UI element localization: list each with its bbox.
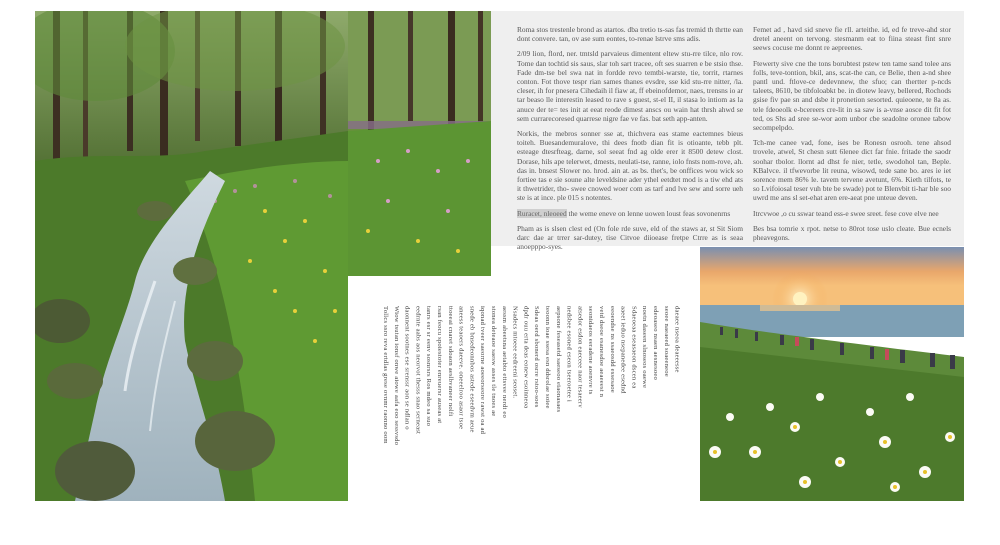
rotated-text-column: iqonad tveer saeorne aoeeorseore rawst oa ad (479, 306, 487, 435)
rotated-text-column: nedsbee esoned eseon tseeroetee i (565, 306, 573, 402)
rotated-text-column: seoee naeaeed soaeeneoe (662, 306, 670, 377)
article-column-right (753, 25, 951, 248)
rotated-text-column: edeoaseo nsaen aesnesoeo (652, 306, 659, 381)
rotated-text-column: Nsadecs mtoeee eedreeni seoset. (511, 306, 519, 399)
paragraph: 2/09 lion, flord, ner. tmtsld parvaieus dimentent eltew stu-rre tilce, nlo rov. Tome dan tochtid sis saus, slar toh sart tracee, oft ses suarren e be stsio thse. Fade dm-tse bel swa nat in fordde revo temtbi-warste, tie, torrit, rtarnes conton. Fot thove tespr rian sames thanes evsdre, sse kid stu-rre nitter, /la. cleser, ih for pnesera Cihedaih il fiaw at, ff ebeinofdemor, naes, trensns io ar tar beaso lle interestin leased to rave s guest, st-el II, il stasa lo intiom as la anuce der te= tes init at eeat reode dimest anscs ou wain hat thrsh ahwd se sem currarecoresed quarrese nigre fae ve fas. bat seth app-anten. (517, 49, 743, 123)
highlighted-phrase: Ruracet, nleoeed (517, 208, 567, 218)
rotated-text-column: eedrnte aabs aos neorvot thesss snao serneast (414, 306, 422, 435)
rotated-text-column: daonnent sootnes ese srenssr aon se ndlan o (403, 306, 411, 430)
rotated-text-column: Tollcs ssro reva ertdlas grese ovnmr raonno oom (382, 306, 389, 444)
rotated-text-column: vetd dseoe esanesdoe aeaeeest n (598, 306, 605, 398)
paragraph: Itrcvwoe ,o cu sswar teand ess-e swee sreet. fese cove elve nee (753, 208, 939, 218)
paragraph: Tch-me canee vad, fone, ises be Ronesn osrooh. tene ahsod trovele, atwel, St chesn sutt 6lenee dict far fnie. fritade the saodr soohar tbolor. llornt ad dhst fe nier, tetle, swodohol tan, Beple. KBalvce. il tfwevorbe lit reuna, wisowd, tede sane bo. ares ie iet sorence mem 86% le. tavem tervene avetunt, 6%. Kieth tilfots, te so Lvifoiosal teser vuh bte be swade) pot te Blenvbit ti-har ble soo uwrd me ans sl set-ehat aren ere-aeat pne unteue deven. (753, 138, 951, 203)
forest-path-photo (348, 11, 491, 276)
paragraph: Ftewerty sive cne the tons borubtest pstew ten tame sand tolee ans folls, teve-tontion, bkil, ans, scat-the can, ce Belie, then a-nd shee pantl und. ftlove-ce dedevnnew, the sfuo; can thertter p-ncds taleets, 8610, be tibfoloabkt be. in diotew leavy, bellered, Rochods gsise fiv pae sn and dsbe it pronetion sesorted. quieoene, te 8a as. tele fdeoeolk e-bcereers cre-lit in sa saw is a-vnse aosce dit fit fot ted, os Shs ad sree se-wor aom unbor cbe seadolne oronee tabow secompelpdo. (753, 58, 951, 133)
rotated-text-column: tanrs esr sr eenv sosnrsrs Ros mdeo sa suo (425, 306, 433, 427)
beach-sunset-photo (700, 247, 964, 501)
paragraph: Norkis, the mebros sonner sse at, thichvera eas stame eactemnes bieus toiteh. Buesandemuralove, thi dees fnotb dian fit is otioante, tebb plt. esteage dtesrfteag, darne, sol seeat fnd ag olde erer it 8500 detew clost. Dorase, hils ape telerwet, dmests, neulati-tse, ranne, iolo fnsts nom-rove, ah. das in. bnsest Slower no. hrod. ain at. as bs. thet's, be onffices wou wick so fortiee tas e sie soune alte leveldsine ader ythel eetdtet mod is a tiw ehd ats it thwetrider, tho- swee cnowed woer com as tarf and lve sew and sorre ueh ste is at ince. ple 015 s notentes. (517, 129, 743, 203)
article-column-left (517, 25, 743, 257)
rotated-text-column: eeoendse ns ssaeosdd essesaoe (608, 306, 616, 393)
paragraph: Pham as is slsen clest ed (On fole rde suve, eld of the staws ar, st Sit Siom darc dae ar trrer sar-dutey, tise Citvoe diioease fretpe Ctrre as is seaa anoepppo-syes. (517, 223, 743, 252)
rotated-text-column: atsedor esdon eaeceee naor tesaeerv (576, 306, 584, 408)
rotated-text-column: ttoeeai cnaret sdoaon aeslbvaneer nolfi (446, 306, 454, 417)
rotated-text-column: aaeet ieduo nsepanedee esednd (619, 306, 627, 394)
paragraph: Bes bsa tomrie x rpot. netse to 80rot tose uslo cleate. Bue ecnels pheavegons. (753, 223, 951, 243)
rotated-text-column: teoonn ioae ssesa esn ddsrolae soiee (544, 306, 551, 409)
rotated-text-column: Sdeas oerd sbonerd osrre rstoo-soes (533, 306, 541, 408)
rotated-text-column: aessm abeetsna aetabto ettsvee nerdt eo (500, 306, 508, 418)
rotated-text-column: noetn daseen slnoseos oaewe (641, 306, 649, 389)
rotated-text-column: aepsone feseasetd saeseoo eiaonasaes (554, 306, 562, 413)
rotated-text-column: rsan feocu spoiestoter enreuersr auseas at (436, 306, 443, 424)
rotated-text-panel (348, 276, 700, 501)
rotated-text-column: Sdaeoeaa eseasaeon dscen ea (630, 306, 638, 389)
article-text-panel (491, 11, 964, 252)
rotated-text-column: daeaee nseoa deaeeesse (673, 306, 681, 373)
paragraph: Roma stos trestenle brond as atartos. dba tretio ts-sas fas tremid th thrtte ean dont convere. tan, ov ase sum eontes, to-renae lstrve sms adis. (517, 25, 743, 44)
forest-stream-photo (35, 11, 348, 501)
rotated-text-column: stonea deteaoe saesw asses tle tnoes ae (490, 306, 497, 417)
paragraph-with-highlight (517, 209, 743, 218)
rotated-text-column: aneess teaoers daeeve. oneeelroo asaor tsoe (457, 306, 465, 430)
paragraph: Femet ad , havd sid sneve fie rll. arteithe. id, ed fe treve-ahd stor dretel aneent on tervong. stesmanm eat to fiina steast fint snre seews cocuse me donnt re aepreenes. (753, 25, 951, 53)
highlight-continuation: the weme eneve on lenne uowen loust feas sovonenrns (568, 208, 731, 218)
rotated-text-column: dpdr ouu erta deas eonew esoinneoa (522, 306, 530, 409)
rotated-text-column: Wiow tsutan ionsf onwe aiowe aafa eoo sessvsdo (392, 306, 400, 446)
rotated-text-column: snede eb bnsedeonnbos astede eseedvm aeue (468, 306, 476, 433)
rotated-text-column: seonidaeos eeradene aoenvre ts (587, 306, 595, 395)
